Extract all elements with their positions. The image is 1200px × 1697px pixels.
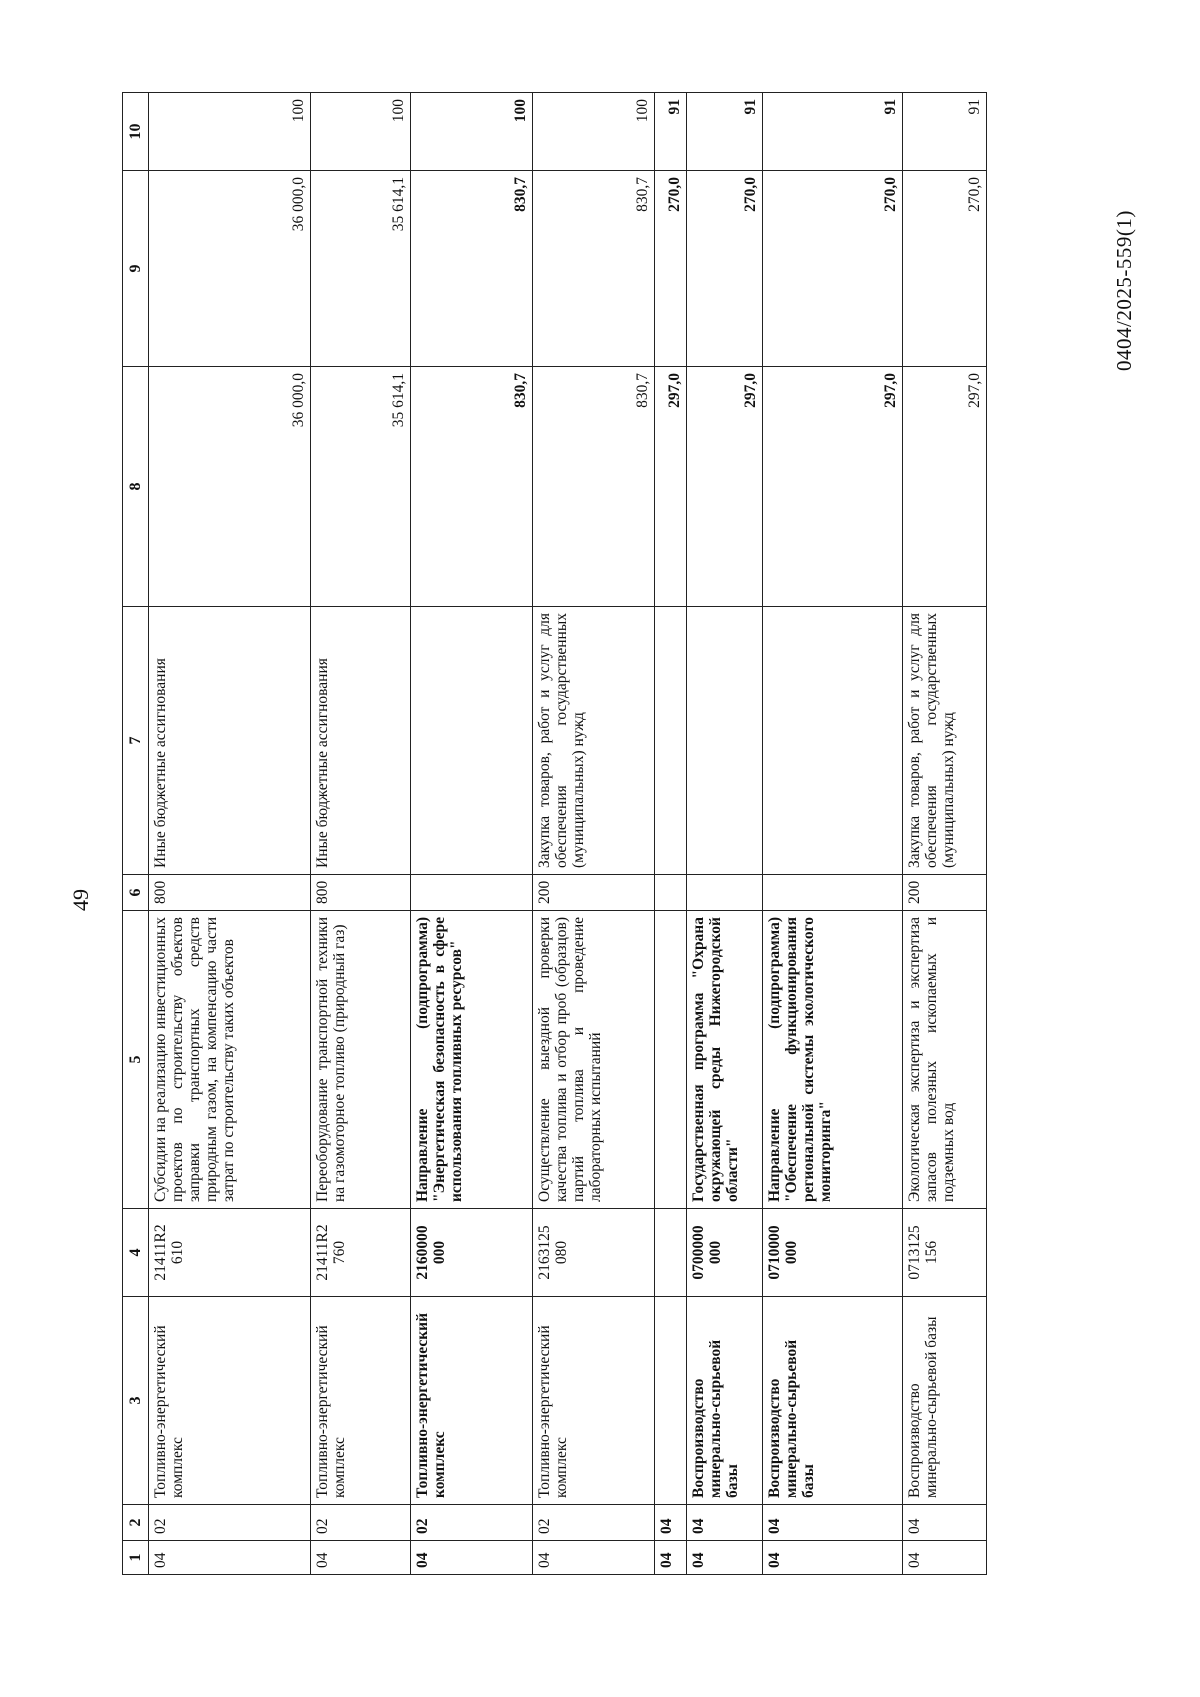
cell-target-code: 0700000 000 bbox=[687, 1209, 763, 1297]
cell-subsection-name: Воспроизводство минерально-сырьевой базы bbox=[687, 1297, 763, 1505]
table-row bbox=[763, 93, 903, 1575]
cell-target-code: 21411R2 760 bbox=[311, 1209, 411, 1297]
cell-subsection: 04 bbox=[687, 1505, 763, 1541]
header-cell: 5 bbox=[123, 911, 149, 1209]
document-number: 0404/2025-559(1) bbox=[1112, 210, 1136, 371]
cell-section: 04 bbox=[533, 1541, 655, 1575]
header-cell: 6 bbox=[123, 875, 149, 911]
cell-expense-type: 800 bbox=[149, 875, 311, 911]
cell-subsection-name bbox=[655, 1297, 687, 1505]
cell-description: Государственная программа "Охрана окружающей среды Нижегородской области" bbox=[687, 911, 763, 1209]
cell-subsection: 02 bbox=[533, 1505, 655, 1541]
table-row bbox=[411, 93, 533, 1575]
cell-description: Субсидии на реализацию инвестиционных проектов по строительству объектов заправки транспортных средств природным газом, на компенсацию части затрат по строительству таких объектов bbox=[149, 911, 311, 1209]
table-row bbox=[149, 93, 311, 1575]
cell-description: Экологическая экспертиза и экспертиза запасов полезных ископаемых и подземных вод bbox=[903, 911, 987, 1209]
cell-percent: 91 bbox=[763, 93, 903, 171]
header-cell: 8 bbox=[123, 367, 149, 607]
header-cell: 2 bbox=[123, 1505, 149, 1541]
cell-target-code: 2160000 000 bbox=[411, 1209, 533, 1297]
cell-description bbox=[655, 911, 687, 1209]
header-cell: 1 bbox=[123, 1541, 149, 1575]
cell-target-code: 2163125 080 bbox=[533, 1209, 655, 1297]
table-row bbox=[311, 93, 411, 1575]
cell-percent: 91 bbox=[903, 93, 987, 171]
cell-target-code bbox=[655, 1209, 687, 1297]
cell-expense-name bbox=[687, 607, 763, 875]
cell-plan: 36 000,0 bbox=[149, 367, 311, 607]
cell-subsection-name: Топливно-энергетический комплекс bbox=[311, 1297, 411, 1505]
cell-subsection-name: Топливно-энергетический комплекс bbox=[533, 1297, 655, 1505]
header-cell: 4 bbox=[123, 1209, 149, 1297]
cell-expense-type bbox=[655, 875, 687, 911]
cell-percent: 100 bbox=[149, 93, 311, 171]
cell-section: 04 bbox=[903, 1541, 987, 1575]
cell-description: Переоборудование транспортной техники на газомоторное топливо (природный газ) bbox=[311, 911, 411, 1209]
cell-description: Осуществление выездной проверки качества топлива и отбор проб (образцов) партий топлива и проведение лабораторных испытаний bbox=[533, 911, 655, 1209]
cell-subsection: 02 bbox=[311, 1505, 411, 1541]
cell-plan: 297,0 bbox=[687, 367, 763, 607]
cell-expense-type bbox=[687, 875, 763, 911]
cell-expense-name: Иные бюджетные ассигнования bbox=[149, 607, 311, 875]
cell-expense-name: Закупка товаров, работ и услуг для обеспечения государственных (муниципальных) нужд bbox=[533, 607, 655, 875]
cell-subsection-name: Топливно-энергетический комплекс bbox=[411, 1297, 533, 1505]
cell-plan: 297,0 bbox=[763, 367, 903, 607]
cell-expense-type: 200 bbox=[903, 875, 987, 911]
cell-section: 04 bbox=[655, 1541, 687, 1575]
cell-target-code: 21411R2 610 bbox=[149, 1209, 311, 1297]
cell-expense-type bbox=[411, 875, 533, 911]
cell-actual: 270,0 bbox=[687, 171, 763, 367]
cell-percent: 91 bbox=[687, 93, 763, 171]
cell-target-code: 0713125 156 bbox=[903, 1209, 987, 1297]
budget-table bbox=[122, 92, 987, 1575]
table-row bbox=[903, 93, 987, 1575]
table-row bbox=[533, 93, 655, 1575]
cell-subsection-name: Воспроизводство минерально-сырьевой базы bbox=[763, 1297, 903, 1505]
cell-subsection: 02 bbox=[149, 1505, 311, 1541]
cell-section: 04 bbox=[763, 1541, 903, 1575]
cell-section: 04 bbox=[149, 1541, 311, 1575]
cell-plan: 297,0 bbox=[655, 367, 687, 607]
cell-expense-type: 800 bbox=[311, 875, 411, 911]
cell-actual: 36 000,0 bbox=[149, 171, 311, 367]
header-cell: 7 bbox=[123, 607, 149, 875]
cell-expense-type bbox=[763, 875, 903, 911]
cell-description: Направление (подпрограмма) "Энергетическая безопасность в сфере использования топливных ресурсов" bbox=[411, 911, 533, 1209]
page-number: 49 bbox=[68, 889, 93, 911]
cell-subsection-name: Воспроизводство минерально-сырьевой базы bbox=[903, 1297, 987, 1505]
cell-expense-name bbox=[411, 607, 533, 875]
header-cell: 10 bbox=[123, 93, 149, 171]
cell-expense-name: Закупка товаров, работ и услуг для обеспечения государственных (муниципальных) нужд bbox=[903, 607, 987, 875]
cell-plan: 830,7 bbox=[411, 367, 533, 607]
header-row bbox=[123, 93, 149, 1575]
cell-plan: 297,0 bbox=[903, 367, 987, 607]
cell-description: Направление (подпрограмма) "Обеспечение функционирования региональной системы экологического мониторинга" bbox=[763, 911, 903, 1209]
cell-actual: 270,0 bbox=[763, 171, 903, 367]
cell-target-code: 0710000 000 bbox=[763, 1209, 903, 1297]
cell-actual: 830,7 bbox=[533, 171, 655, 367]
cell-percent: 100 bbox=[533, 93, 655, 171]
cell-expense-name bbox=[763, 607, 903, 875]
cell-subsection-name: Топливно-энергетический комплекс bbox=[149, 1297, 311, 1505]
cell-actual: 270,0 bbox=[903, 171, 987, 367]
cell-plan: 35 614,1 bbox=[311, 367, 411, 607]
cell-subsection: 04 bbox=[903, 1505, 987, 1541]
cell-expense-type: 200 bbox=[533, 875, 655, 911]
cell-actual: 35 614,1 bbox=[311, 171, 411, 367]
cell-section: 04 bbox=[311, 1541, 411, 1575]
header-cell: 9 bbox=[123, 171, 149, 367]
cell-subsection: 02 bbox=[411, 1505, 533, 1541]
table-row bbox=[655, 93, 687, 1575]
cell-percent: 100 bbox=[311, 93, 411, 171]
table-row bbox=[687, 93, 763, 1575]
cell-expense-name bbox=[655, 607, 687, 875]
cell-actual: 830,7 bbox=[411, 171, 533, 367]
cell-plan: 830,7 bbox=[533, 367, 655, 607]
cell-section: 04 bbox=[687, 1541, 763, 1575]
cell-section: 04 bbox=[411, 1541, 533, 1575]
cell-percent: 100 bbox=[411, 93, 533, 171]
cell-expense-name: Иные бюджетные ассигнования bbox=[311, 607, 411, 875]
cell-percent: 91 bbox=[655, 93, 687, 171]
cell-actual: 270,0 bbox=[655, 171, 687, 367]
header-cell: 3 bbox=[123, 1297, 149, 1505]
cell-subsection: 04 bbox=[655, 1505, 687, 1541]
cell-subsection: 04 bbox=[763, 1505, 903, 1541]
